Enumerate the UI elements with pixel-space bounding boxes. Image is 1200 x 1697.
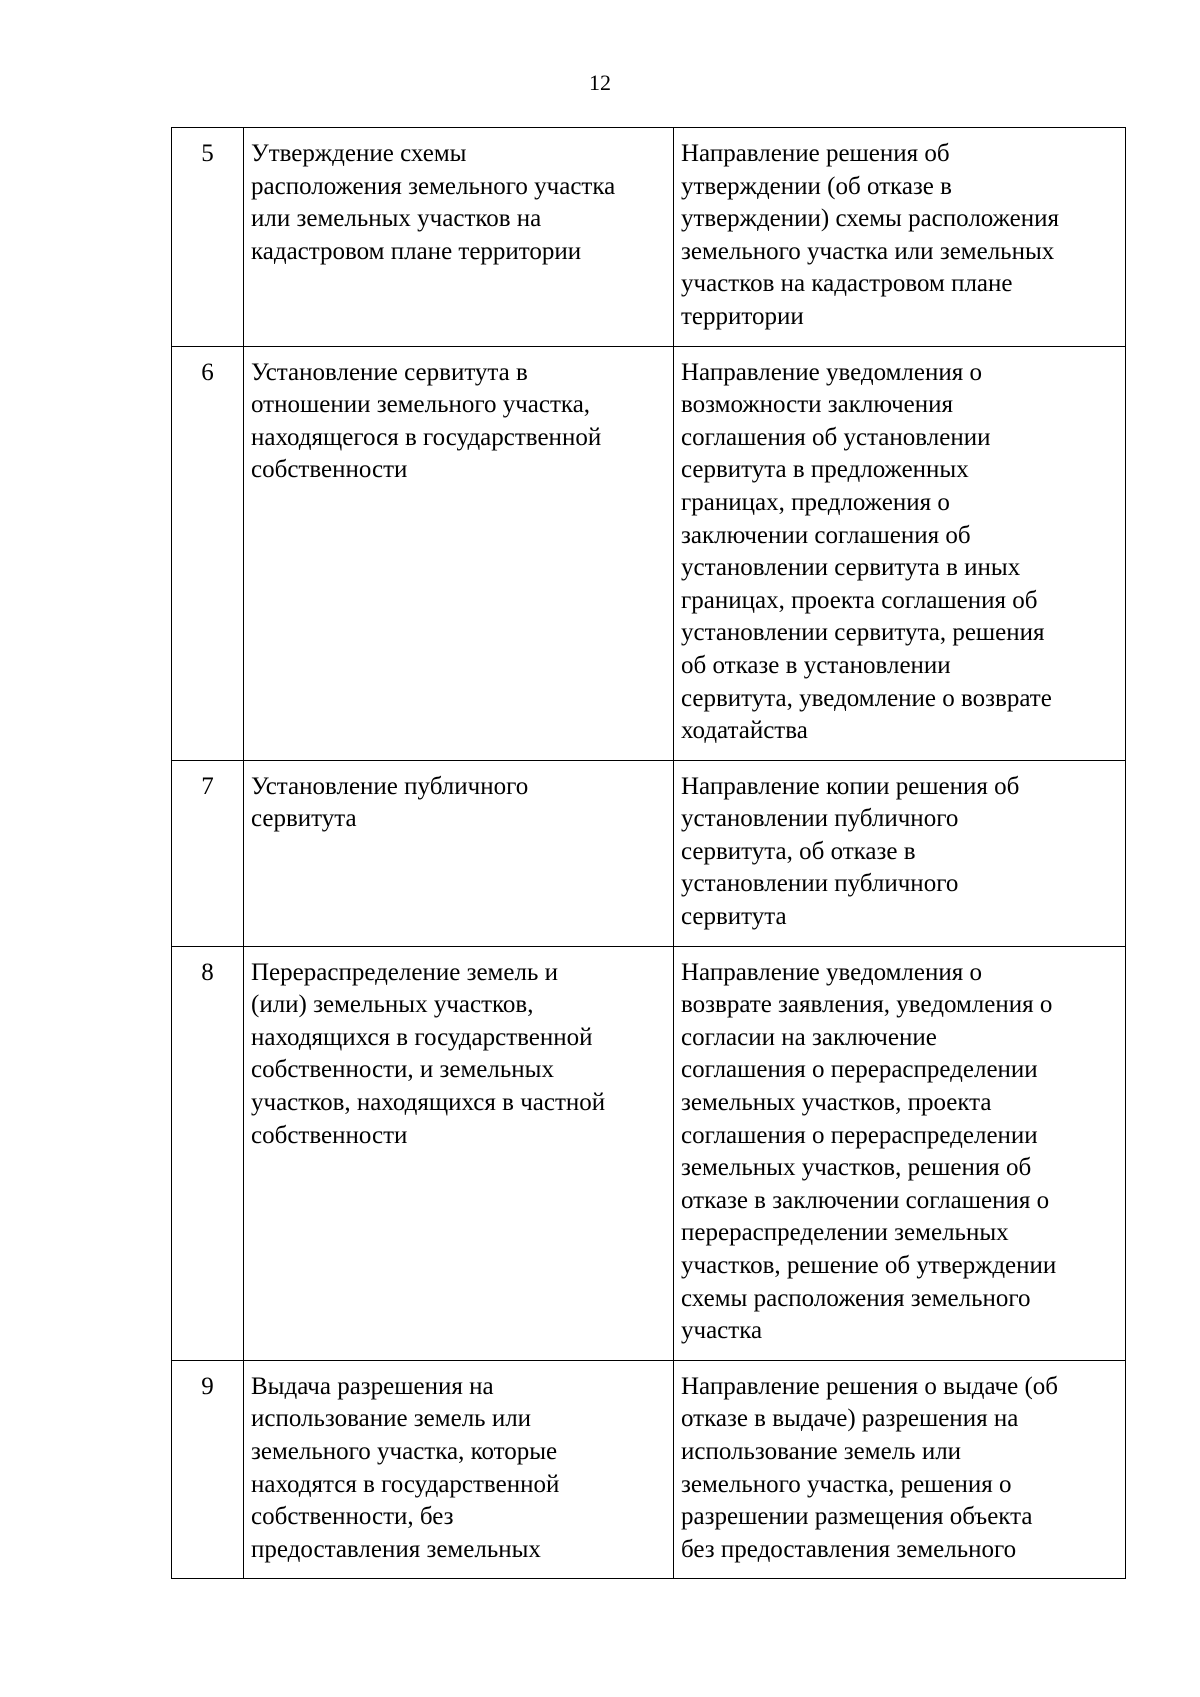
service-name-line: собственности, и земельных xyxy=(251,1056,554,1084)
service-result-cell xyxy=(674,760,1126,946)
service-name-line: находятся в государственной xyxy=(251,1470,560,1498)
service-result-line: установлении публичного xyxy=(681,870,959,898)
table-row xyxy=(172,346,1126,760)
service-result-line: сервитута xyxy=(681,903,787,931)
row-number-text: 6 xyxy=(201,358,214,386)
services-table xyxy=(171,127,1126,1579)
service-result-line: отказе в заключении соглашения о xyxy=(681,1186,1050,1214)
service-name-line: собственности xyxy=(251,456,408,484)
service-result-line: сервитута, об отказе в xyxy=(681,837,916,865)
service-name-cell xyxy=(244,128,674,347)
service-name-line: Перераспределение земель и xyxy=(251,958,558,986)
service-name-line: отношении земельного участка, xyxy=(251,391,591,419)
service-result-cell xyxy=(674,128,1126,347)
service-name-cell xyxy=(244,1360,674,1579)
service-result-line: заключении соглашения об xyxy=(681,521,971,549)
service-result-line: Направление уведомления о xyxy=(681,358,983,386)
row-number-text: 9 xyxy=(201,1372,214,1400)
row-number xyxy=(172,346,244,760)
service-result-line: участков, решение об утверждении xyxy=(681,1252,1057,1279)
service-result-line: отказе в выдаче) разрешения на xyxy=(681,1405,1019,1433)
service-name-line: Установление публичного xyxy=(251,772,529,800)
table-row xyxy=(172,128,1126,347)
row-number xyxy=(172,1360,244,1579)
row-number xyxy=(172,760,244,946)
row-number-text: 7 xyxy=(201,772,214,800)
service-result-line: Направление решения об xyxy=(681,140,950,167)
service-name-line: (или) земельных участков, xyxy=(251,991,534,1019)
service-result-line: земельных участков, решения об xyxy=(681,1154,1032,1182)
service-result-line: участков на кадастровом плане xyxy=(681,270,1013,298)
service-result-line: сервитута в предложенных xyxy=(681,456,969,484)
service-result-cell xyxy=(674,946,1126,1360)
service-result-line: земельного участка или земельных xyxy=(681,237,1055,265)
service-result-line: согласии на заключение xyxy=(681,1023,937,1051)
service-result-line: без предоставления земельного xyxy=(681,1535,1017,1563)
service-name-line: Выдача разрешения на xyxy=(251,1372,494,1400)
table-body xyxy=(172,128,1126,1579)
table-row xyxy=(172,1360,1126,1579)
service-result-line: установлении сервитута в иных xyxy=(681,554,1021,582)
service-name-line: находящегося в государственной xyxy=(251,423,602,451)
service-name-line: земельного участка, которые xyxy=(251,1437,558,1465)
service-name-line: предоставления земельных xyxy=(251,1535,541,1563)
service-result-line: возможности заключения xyxy=(681,391,954,419)
service-result-line: земельного участка, решения о xyxy=(681,1470,1012,1498)
table-row xyxy=(172,946,1126,1360)
service-result-line: использование земель или xyxy=(681,1437,962,1465)
service-name-line: или земельных участков на xyxy=(251,205,542,233)
service-result-line: соглашения об установлении xyxy=(681,423,991,451)
service-name-line: расположения земельного участка xyxy=(251,172,616,200)
service-result-line: утверждении (об отказе в xyxy=(681,172,952,200)
service-name-line: Установление сервитута в xyxy=(251,358,528,386)
service-name-line: собственности, без xyxy=(251,1503,454,1531)
service-name-cell xyxy=(244,346,674,760)
service-name-line: Утверждение схемы xyxy=(251,140,467,167)
service-result-line: территории xyxy=(681,302,804,330)
table-row xyxy=(172,760,1126,946)
service-result-line: утверждении) схемы расположения xyxy=(681,205,1059,233)
row-number xyxy=(172,128,244,347)
page-number: 12 xyxy=(589,70,611,95)
service-result-line: соглашения о перераспределении xyxy=(681,1121,1038,1149)
service-name-cell xyxy=(244,760,674,946)
service-result-line: земельных участков, проекта xyxy=(681,1089,992,1117)
service-result-line: Направление уведомления о xyxy=(681,958,983,986)
service-result-line: ходатайства xyxy=(681,717,808,745)
service-result-cell xyxy=(674,346,1126,760)
service-result-line: установлении сервитута, решения xyxy=(681,619,1045,647)
service-result-cell xyxy=(674,1360,1126,1579)
row-number-text: 5 xyxy=(201,140,214,167)
service-name-line: кадастровом плане территории xyxy=(251,237,582,265)
service-result-line: Направление решения о выдаче (об xyxy=(681,1372,1059,1400)
row-number xyxy=(172,946,244,1360)
service-result-line: границах, предложения о xyxy=(681,488,950,516)
service-result-line: Направление копии решения об xyxy=(681,772,1020,800)
service-result-line: перераспределении земельных xyxy=(681,1219,1009,1247)
service-result-line: об отказе в установлении xyxy=(681,651,951,679)
service-name-line: сервитута xyxy=(251,805,357,833)
service-name-line: находящихся в государственной xyxy=(251,1023,593,1051)
service-result-line: сервитута, уведомление о возврате xyxy=(681,684,1052,712)
service-name-cell xyxy=(244,946,674,1360)
service-result-line: участка xyxy=(681,1317,763,1345)
service-result-line: соглашения о перераспределении xyxy=(681,1056,1038,1084)
service-result-line: возврате заявления, уведомления о xyxy=(681,991,1053,1019)
service-result-line: границах, проекта соглашения об xyxy=(681,586,1038,614)
row-number-text: 8 xyxy=(201,958,214,986)
service-result-line: схемы расположения земельного xyxy=(681,1284,1031,1312)
service-result-line: установлении публичного xyxy=(681,805,959,833)
service-name-line: участков, находящихся в частной xyxy=(251,1089,606,1117)
service-result-line: разрешении размещения объекта xyxy=(681,1503,1033,1531)
service-name-line: собственности xyxy=(251,1121,408,1149)
service-name-line: использование земель или xyxy=(251,1405,532,1433)
